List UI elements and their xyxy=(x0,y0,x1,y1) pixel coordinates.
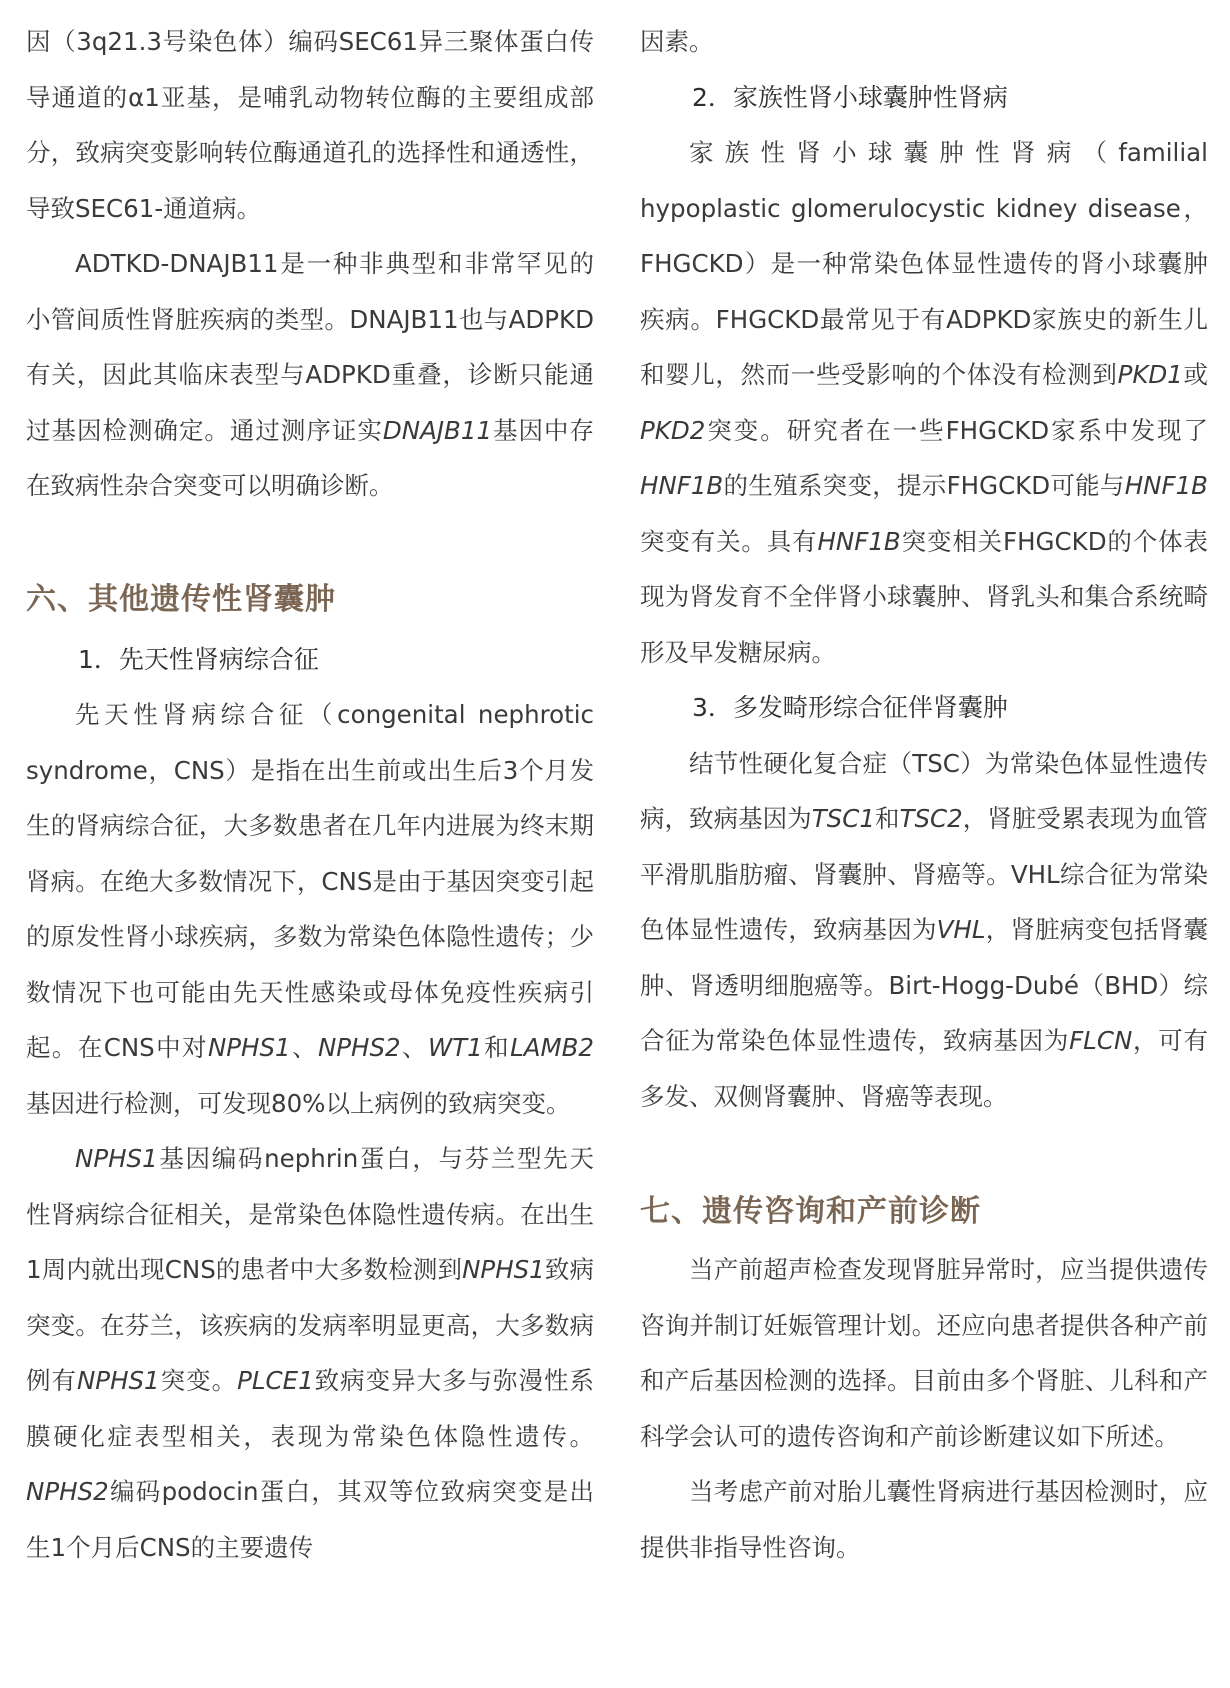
subsection-heading-1: 1．先天性肾病综合征 xyxy=(78,644,319,674)
gene-name: WT1 xyxy=(427,1033,483,1062)
paragraph-fhgckd: 家族性肾小球囊肿性肾病（familial hypoplastic glomerulocystic kidney disease，FHGCKD）是一种常染色体显性遗传的肾小球囊肿疾病。FHGCKD最常见于有ADPKD家族史的新生儿和婴儿，然而一些受影响的个体没有检测到PKD1或PKD2突变。研究者在一些FHGCKD家系中发现了HNF1B的生殖系突变，提示FHGCKD可能与HNF1B突变有关。具有HNF1B突变相关FHGCKD的个体表现为肾发育不全伴肾小球囊肿、肾乳头和集合系统畸形及早发糖尿病。 xyxy=(640,138,1209,667)
paragraph-nondirective: 当考虑产前对胎儿囊性肾病进行基因检测时，应提供非指导性咨询。 xyxy=(640,1477,1208,1562)
subsection-heading-2: 2．家族性肾小球囊肿性肾病 xyxy=(692,82,1008,112)
gene-name: PKD1 xyxy=(1117,360,1183,389)
gene-name: FLCN xyxy=(1069,1026,1133,1055)
section-heading-7: 七、遗传咨询和产前诊断 xyxy=(640,1194,981,1229)
left-column xyxy=(26,14,594,1575)
gene-name: NPHS2 xyxy=(317,1033,401,1062)
gene-name: NPHS1 xyxy=(207,1033,291,1062)
gene-name: LAMB2 xyxy=(510,1033,595,1062)
gene-name: NPHS1 xyxy=(76,1366,160,1395)
gene-name: NPHS1 xyxy=(462,1255,545,1284)
gene-name: HNF1B xyxy=(640,471,724,500)
section-heading-6: 六、其他遗传性肾囊肿 xyxy=(26,581,336,617)
gene-name: TSC1 xyxy=(811,804,875,833)
gene-name: HNF1B xyxy=(817,526,901,556)
subsection-heading-3: 3．多发畸形综合征伴肾囊肿 xyxy=(692,693,1008,722)
gene-name: PLCE1 xyxy=(237,1366,314,1395)
gene-name: TSC2 xyxy=(899,804,963,833)
gene-name: NPHS1 xyxy=(75,1144,158,1173)
paragraph-dnajb11: ADTKD-DNAJB11是一种非典型和非常罕见的小管间质性肾脏疾病的类型。DNAJB11也与ADPKD有关，因此其临床表型与ADPKD重叠，诊断只能通过基因检测确定。通过测序证实DNAJB11基因中存在致病性杂合突变可以明确诊断。 xyxy=(26,249,595,500)
paragraph-tsc-vhl-bhd: 结节性硬化复合症（TSC）为常染色体显性遗传病，致病基因为TSC1和TSC2，肾脏受累表现为血管平滑肌脂肪瘤、肾囊肿、肾癌等。VHL综合征为常染色体显性遗传，致病基因为VHL，肾脏病变包括肾囊肿、肾透明细胞癌等。Birt-Hogg-Dubé（BHD）综合征为常染色体显性遗传，致病基因为FLCN，可有多发、双侧肾囊肿、肾癌等表现。 xyxy=(640,748,1209,1111)
gene-name: VHL xyxy=(936,915,986,944)
gene-name: DNAJB11 xyxy=(382,415,493,445)
paragraph-sec61: 因（3q21.3号染色体）编码SEC61异三聚体蛋白传导通道的α1亚基，是哺乳动物转位酶的主要组成部分，致病突变影响转位酶通道孔的选择性和通透性，导致SEC61-通道病。 xyxy=(26,27,594,223)
paragraph-nphs1: NPHS1基因编码nephrin蛋白，与芬兰型先天性肾病综合征相关，是常染色体隐性遗传病。在出生1周内就出现CNS的患者中大多数检测到NPHS1致病突变。在芬兰，该疾病的发病率明显更高，大多数病例有NPHS1突变。PLCE1致病变异大多与弥漫性系膜硬化症表型相关，表现为常染色体隐性遗传。NPHS2编码podocin蛋白，其双等位致病突变是出生1个月后CNS的主要遗传 xyxy=(26,1144,595,1562)
paragraph-prenatal-counseling: 当产前超声检查发现肾脏异常时，应当提供遗传咨询并制订妊娠管理计划。还应向患者提供各种产前和产后基因检测的选择。目前由多个肾脏、儿科和产科学会认可的遗传咨询和产前诊断建议如下所述。 xyxy=(640,1255,1208,1451)
right-column xyxy=(640,14,1208,1575)
paragraph-cns: 先天性肾病综合征（congenital nephrotic syndrome，CNS）是指在出生前或出生后3个月发生的肾病综合征，大多数患者在几年内进展为终末期肾病。在绝大多数情况下，CNS是由于基因突变引起的原发性肾小球疾病，多数为常染色体隐性遗传；少数情况下也可能由先天性感染或母体免疫性疾病引起。在CNS中对NPHS1、NPHS2、WT1和LAMB2基因进行检测，可发现80%以上病例的致病突变。 xyxy=(26,700,595,1118)
gene-name: NPHS2 xyxy=(26,1477,109,1506)
gene-name: PKD2 xyxy=(640,415,706,445)
paragraph-continuation: 因素。 xyxy=(640,27,714,56)
gene-name: HNF1B xyxy=(1124,471,1208,500)
